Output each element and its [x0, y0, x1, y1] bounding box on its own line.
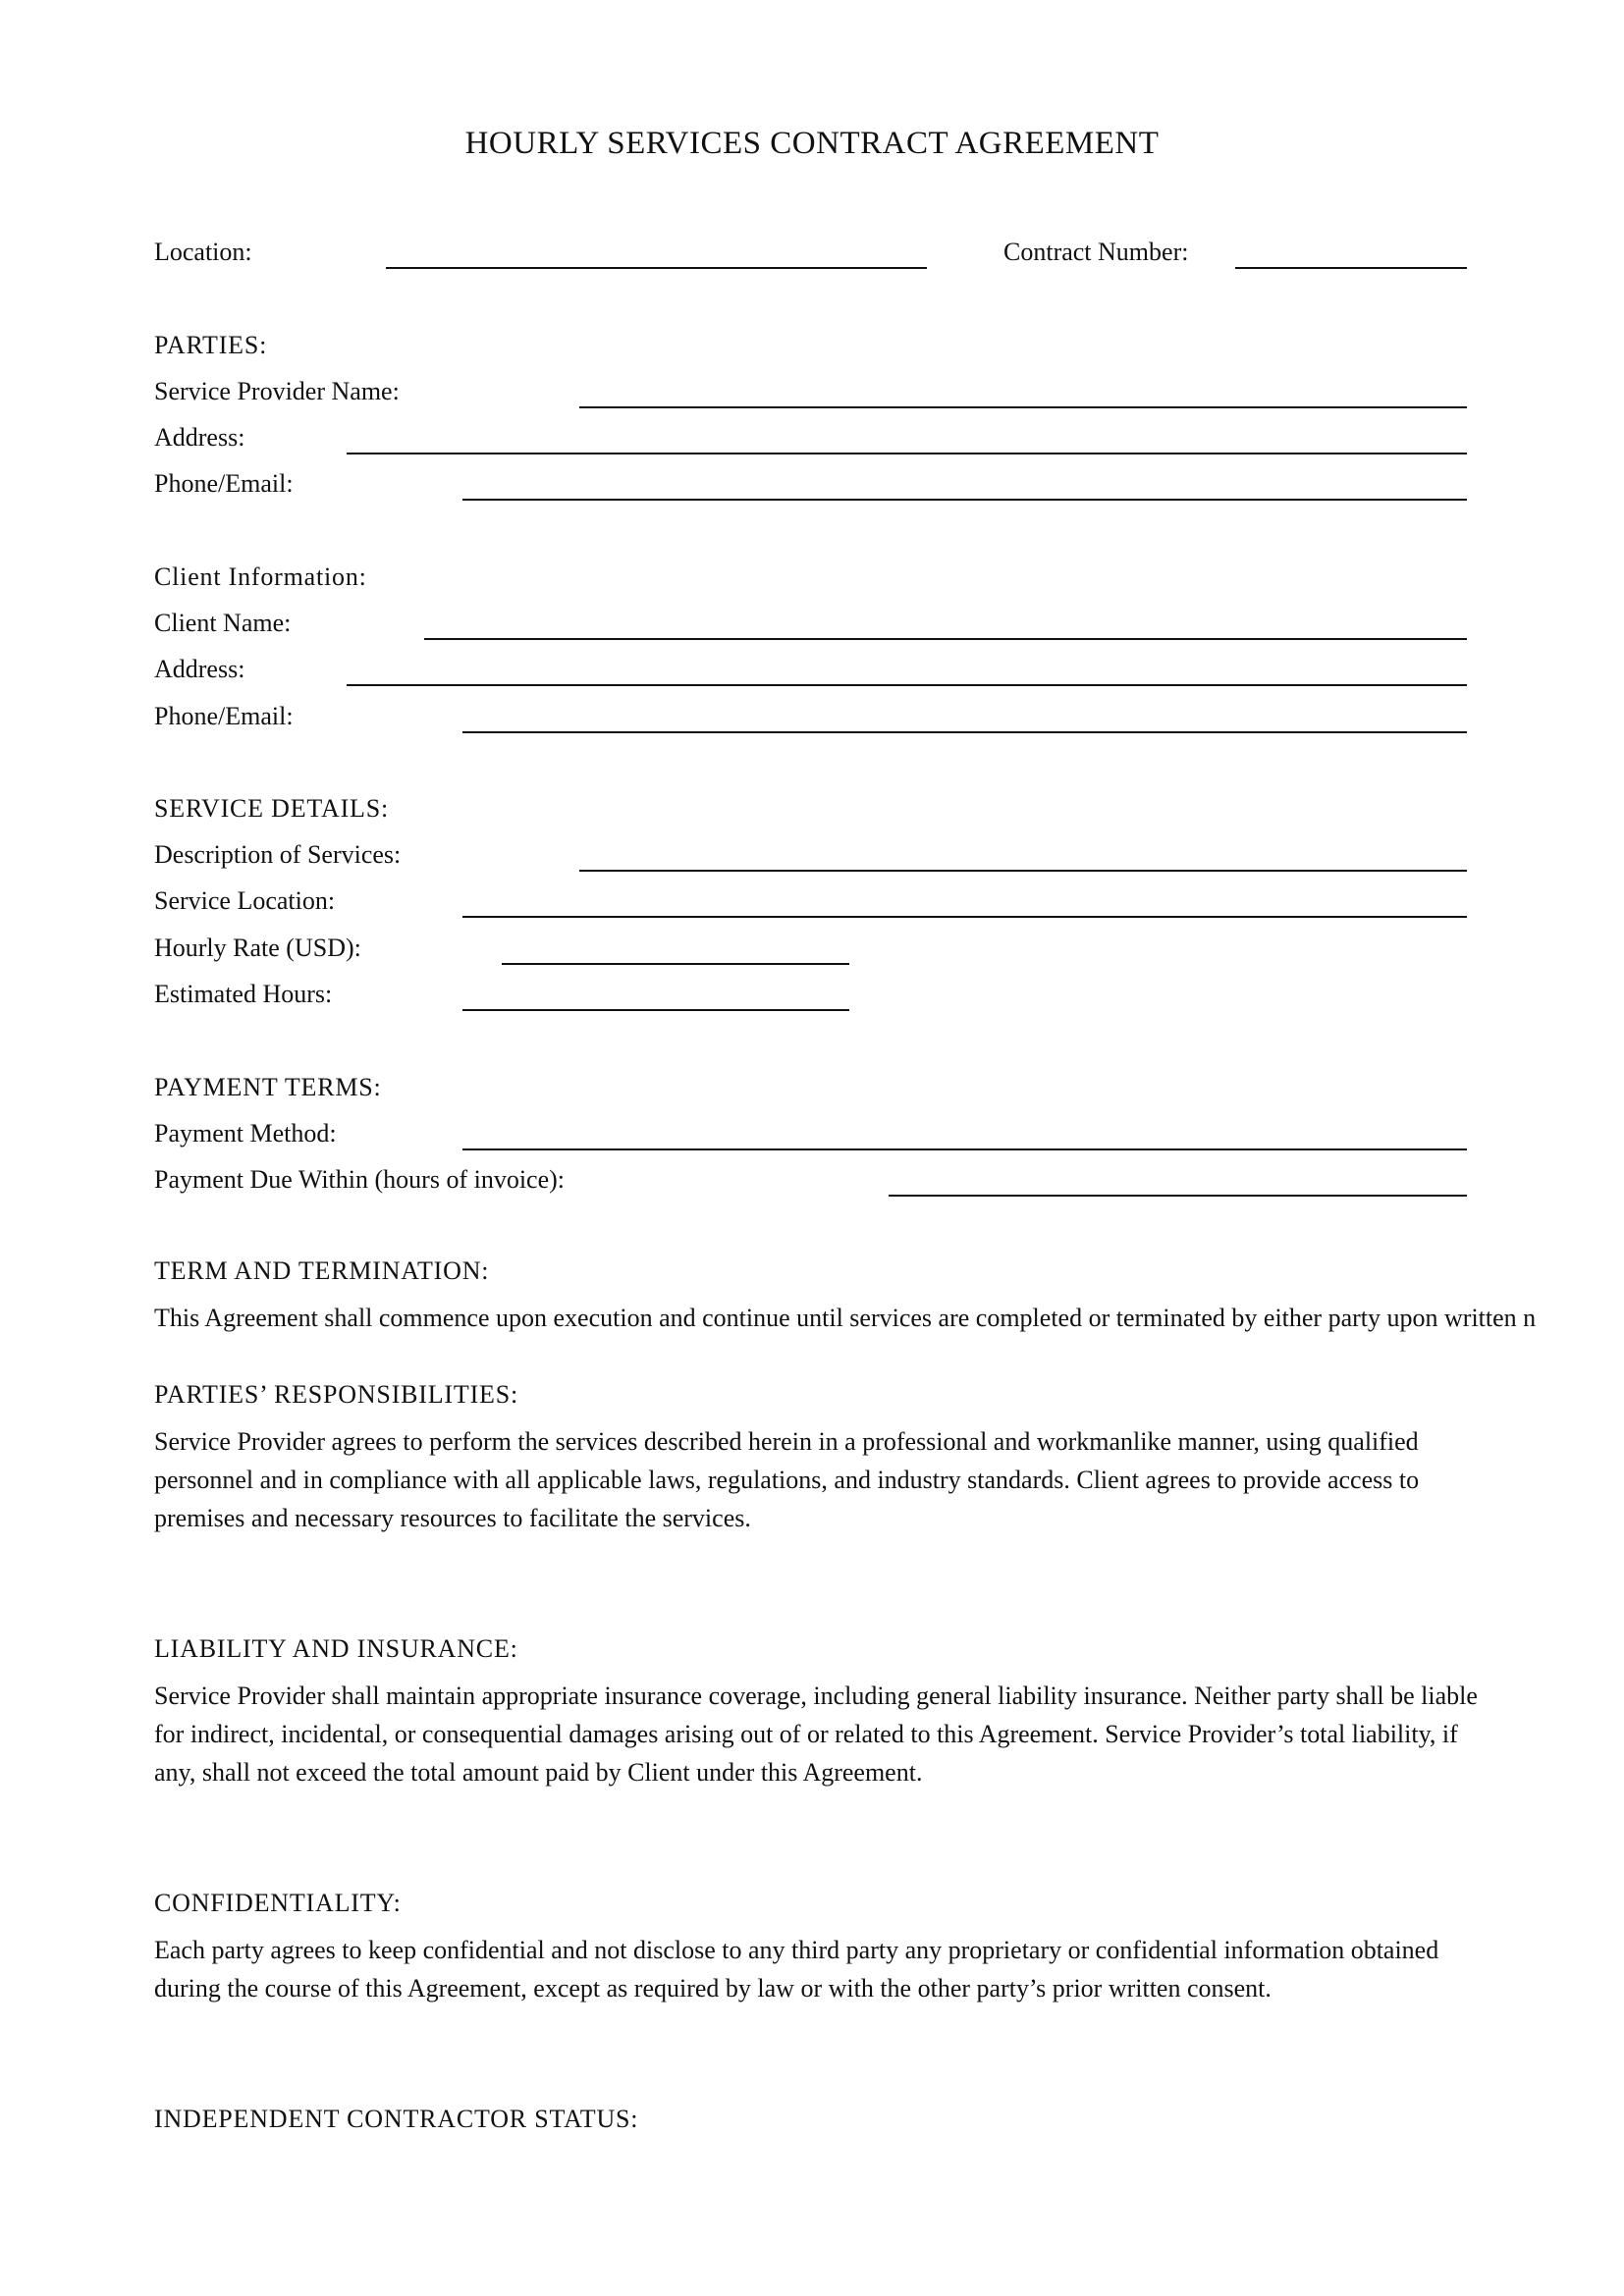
responsibilities-heading: PARTIES’ RESPONSIBILITIES:	[154, 1380, 518, 1409]
client-address-label: Address:	[154, 655, 245, 683]
service-description-field[interactable]	[579, 870, 1467, 872]
parties-heading: PARTIES:	[154, 331, 268, 359]
liability-heading: LIABILITY AND INSURANCE:	[154, 1634, 518, 1663]
payment-method-field[interactable]	[462, 1148, 1467, 1150]
payment-heading: PAYMENT TERMS:	[154, 1073, 382, 1101]
client-phone-email-label: Phone/Email:	[154, 702, 294, 730]
client-name-field[interactable]	[424, 638, 1467, 640]
provider-address-label: Address:	[154, 423, 245, 452]
service-location-label: Service Location:	[154, 886, 336, 915]
service-location-field[interactable]	[462, 916, 1467, 918]
hourly-rate-field[interactable]	[502, 963, 849, 965]
provider-name-field[interactable]	[579, 406, 1467, 408]
payment-due-field[interactable]	[889, 1195, 1467, 1197]
provider-phone-email-label: Phone/Email:	[154, 469, 294, 498]
client-address-field[interactable]	[347, 684, 1467, 686]
contract-number-field[interactable]	[1235, 267, 1467, 269]
confidentiality-text: Each party agrees to keep confidential and not disclose to any third party any proprietary or confidential information obtained during the course of this Agreement, except as required by law or with the other party’s prior written consent.	[154, 1936, 1439, 2002]
confidentiality-heading: CONFIDENTIALITY:	[154, 1889, 402, 1917]
service-heading: SERVICE DETAILS:	[154, 794, 390, 823]
location-label: Location:	[154, 238, 252, 266]
document-title: HOURLY SERVICES CONTRACT AGREEMENT	[464, 126, 1160, 161]
payment-method-label: Payment Method:	[154, 1119, 337, 1148]
estimated-hours-field[interactable]	[462, 1009, 849, 1011]
term-text: This Agreement shall commence upon execution and continue until services are completed or terminated by either party upon written n	[154, 1304, 1537, 1332]
client-heading: Client Information:	[154, 562, 367, 591]
provider-address-field[interactable]	[347, 453, 1467, 454]
provider-name-label: Service Provider Name:	[154, 377, 400, 405]
estimated-hours-label: Estimated Hours:	[154, 980, 333, 1008]
client-phone-email-field[interactable]	[462, 731, 1467, 733]
provider-phone-email-field[interactable]	[462, 499, 1467, 501]
payment-due-label: Payment Due Within (hours of invoice):	[154, 1165, 566, 1194]
responsibilities-text: Service Provider agrees to perform the services described herein in a professional and workmanlike manner, using qualified personnel and in compliance with all applicable laws, regulations, and industry standards. Client agrees to provide access to premises and necessary resources to facilitate the services.	[154, 1427, 1420, 1532]
independent-contractor-heading: INDEPENDENT CONTRACTOR STATUS:	[154, 2105, 639, 2133]
client-name-label: Client Name:	[154, 609, 292, 637]
liability-text: Service Provider shall maintain appropriate insurance coverage, including general liability insurance. Neither party shall be liable for indirect, incidental, or consequential damages arising out of or related to this Agreement. Service Provider’s total liability, if any, shall not exceed the total amount paid by Client under this Agreement.	[154, 1682, 1478, 1787]
location-field[interactable]	[386, 267, 927, 269]
hourly-rate-label: Hourly Rate (USD):	[154, 934, 361, 962]
term-heading: TERM AND TERMINATION:	[154, 1256, 490, 1285]
service-description-label: Description of Services:	[154, 840, 402, 869]
contract-number-label: Contract Number:	[1003, 238, 1189, 266]
